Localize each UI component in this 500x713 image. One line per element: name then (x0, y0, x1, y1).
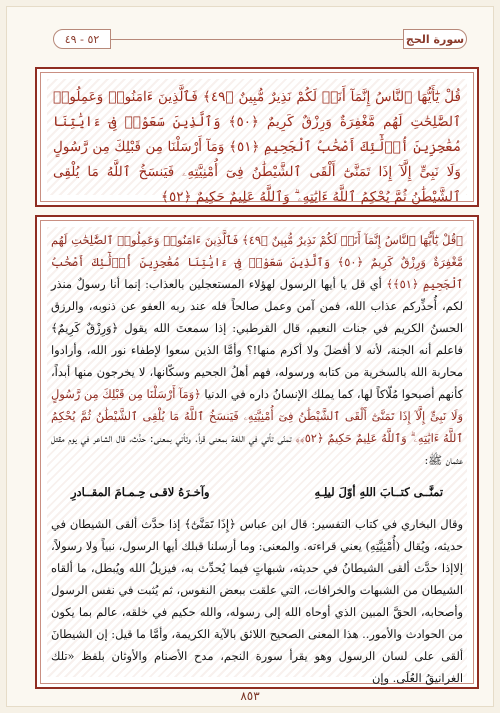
header-divider (111, 39, 403, 40)
page-number: ٨٥٣ (240, 689, 260, 703)
paragraph-1 (51, 229, 463, 471)
verses-frame (35, 67, 479, 207)
book-page (6, 6, 494, 707)
commentary-frame (35, 215, 479, 689)
poetry-hemistich-left: وآخـرَهُ لاقـى حِـمـامَ المقــادرِ (71, 485, 210, 499)
paragraph-1-text: أي قل يا أيها الرسول لهؤلاء المستعجلين بالعذاب: إنما أنا رسولٌ منذر لكم، أُحذِّركم عذاب الله، فمن آمن وعمل صالحاً فله عند ربه العفو عن ذنوبه، والرزق الحسنُ الكريم في جنات النعيم، قال القرطبي: إذا سمعتَ الله يقول ﴿وَرِزْقٌ كَرِيمٌ﴾ فاعلم أنه الجنة، لأنه لا أفضلَ ولا أكرم منها!؟ وأمَّا الذين سعوا لإطفاء نور الله، وأرادوا محاربة الله بالسخرية من كتابه ورسوله، فهم أهلُ الجحيم وسكّانها، لا يخرجون منها أبداً، كأنهم أصبحوا مُلّاكاً لها، كما يملك الإنسانُ داره في الدنيا (51, 277, 463, 401)
page-header (53, 29, 467, 53)
commentary-text (51, 229, 463, 685)
poetry-hemistich-right: تمنَّــى كتــابَ اللهِ أوّلَ ليلِـهِ (314, 485, 443, 499)
paragraph-3: وقال البخاري في كتاب التفسير: قال ابن عباس ﴿إِذَا تَمَنَّىٰٓ﴾ إذا حدَّث ألقى الشيطان في حديثه، ويُقال (أُمْنِيَّتِهِ) يعني قراءته. والمعنى: وما أرسلنا قبلك أيها الرسول، نبياً ولا رسولاً، إلاإذا حدَّث ألقى الشيطانُ في حديثه، شبهاتٍ فيما يُحدِّث به، فيزيلُ الله ويُبطل، ما ألقاه الشيطان من الشبهات والخرافات، التي علقت ببعض النفوس، ثم يُثبت في نفس الرسول وأصحابه، الحقَّ المبين الذي أوحاه الله إلى رسوله، والله حكيم في خلقه، عالم بما يكون من الحوادث والأمور.. هذا المعنى الصحيح اللائق بالآية الكريمة، وأمَّا ما قيل: إن الشيطانَ ألقى على لسان الرسول وهو يقرأ سورة النجم، مدح الأصنام والأوثان بلفظ «تلك الغرانيقُ العُلَى. وإن (51, 517, 463, 685)
quran-quote-2: ﴿وَمَآ أَرْسَلْنَا مِن قَبْلِكَ مِن رَّسُولٍ وَلَا نَبِىٍّ إِلَّآ إِذَا تَمَنَّىٰٓ أَلْقَى ٱلشَّيْطَٰنُ فِىٓ أُمْنِيَّتِهِۦ فَيَنسَخُ ٱللَّهُ مَا يُلْقِى ٱلشَّيْطَٰنُ ثُمَّ يُحْكِمُ ٱللَّهُ ءَايَٰتِهِۦ ۗ وَٱللَّهُ عَلِيمٌ حَكِيمٌ ﴿٥٢﴾﴾ (51, 387, 463, 445)
surah-title-tab: سورة الحج (403, 29, 467, 49)
quran-verses-text: قُلْ يَٰٓأَيُّهَا ٱلنَّاسُ إِنَّمَآ أَنَا۠ لَكُمْ نَذِيرٌ مُّبِينٌ ﴿٤٩﴾ فَٱلَّذِينَ ءَامَنُوا۟ وَعَمِلُوا۟ ٱلصَّٰلِحَٰتِ لَهُم مَّغْفِرَةٌ وَرِزْقٌ كَرِيمٌ ﴿٥٠﴾ وَٱلَّذِينَ سَعَوْا۟ فِىٓ ءَايَٰتِنَا مُعَٰجِزِينَ أُو۟لَٰٓئِكَ أَصْحَٰبُ ٱلْجَحِيمِ ﴿٥١﴾ وَمَآ أَرْسَلْنَا مِن قَبْلِكَ مِن رَّسُولٍ وَلَا نَبِىٍّ إِلَّآ إِذَا تَمَنَّىٰٓ أَلْقَى ٱلشَّيْطَٰنُ فِىٓ أُمْنِيَّتِهِۦ فَيَنسَخُ ٱللَّهُ مَا يُلْقِى ٱلشَّيْطَٰنُ ثُمَّ يُحْكِمُ ٱللَّهُ ءَايَٰتِهِۦ ۗ وَٱللَّهُ عَلِيمٌ حَكِيمٌ ﴿٥٢﴾ (53, 89, 461, 205)
quran-quote-1: ﴿قُلْ يَٰٓأَيُّهَا ٱلنَّاسُ إِنَّمَآ أَنَا۠ لَكُمْ نَذِيرٌ مُّبِينٌ ﴿٤٩﴾ فَٱلَّذِينَ ءَامَنُوا۟ وَعَمِلُوا۟ ٱلصَّٰلِحَٰتِ لَهُم مَّغْفِرَةٌ وَرِزْقٌ كَرِيمٌ ﴿٥٠﴾ وَٱلَّذِينَ سَعَوْا۟ فِىٓ ءَايَٰتِنَا مُعَٰجِزِينَ أُو۟لَٰٓئِكَ أَصْحَٰبُ ٱلْجَحِيمِ ﴿٥١﴾﴾ (51, 233, 463, 291)
quran-verses (53, 85, 461, 205)
poetry-verse (71, 481, 443, 503)
paragraph-2-text: تمنّى تأتي في اللغة بمعنى قرأ. وتأتي بمعنى: حدَّث، قال الشاعر في يوم مقتل عثمان ﷺ: (51, 431, 463, 467)
verse-range-tab: ٥٢ - ٤٩ (53, 29, 111, 49)
